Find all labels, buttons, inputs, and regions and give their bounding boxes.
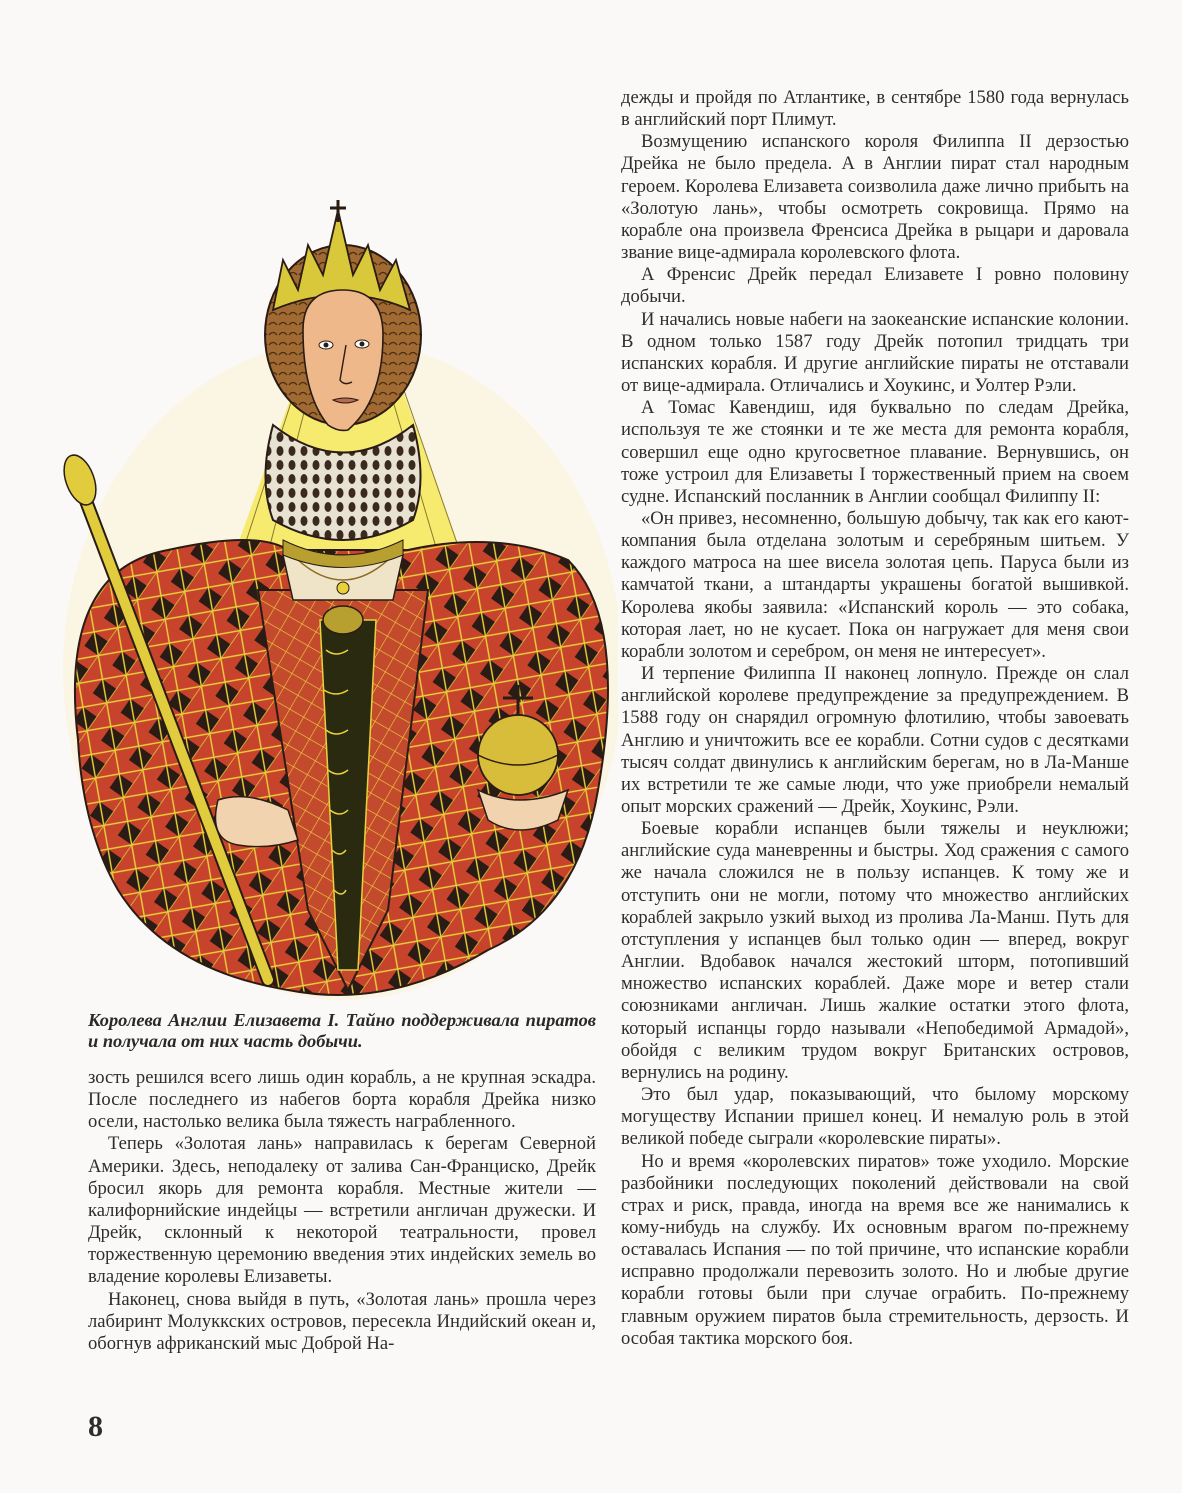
figure-caption: Королева Англии Елизавета I. Тайно поддерживала пиратов и получала от них часть добычи. — [88, 1010, 596, 1051]
paragraph: И начались новые набеги на заокеанские испанские колонии. В одном только 1587 году Дрейк потопил тридцать три испанских корабля. И другие английские пираты не отставали от вице-адмирала. Отличались и Хоукинс, и Уолтер Рэли. — [621, 308, 1129, 397]
portrait-drawing — [58, 150, 618, 1000]
paragraph: дежды и пройдя по Атлантике, в сентябре 1580 года вернулась в английский порт Плимут. — [621, 87, 1129, 131]
paragraph: Теперь «Золотая лань» направилась к берегам Северной Америки. Здесь, неподалеку от залива Сан-Франциско, Дрейк бросил якорь для ремонта корабля. Местные жители — калифорнийские индейцы — встретили англичан дружески. И Дрейк, склонный к некоторой театральности, провел торжественную церемонию введения этих индейских земель во владение королевы Елизаветы. — [88, 1133, 596, 1288]
paragraph: зость решился всего лишь один корабль, а не крупная эскадра. После последнего из набегов борта корабля Дрейка низко осели, настолько велика была тяжесть награбленного. — [88, 1067, 596, 1133]
left-text-column — [88, 1067, 596, 1355]
paragraph: Но и время «королевских пиратов» тоже уходило. Морские разбойники последующих поколений действовали на свой страх и риск, правда, иногда на время все же нанимались к кому-нибудь на службу. Их основным врагом по-прежнему оставалась Испания — по той причине, что испанские корабли исправно продолжали перевозить золото. Но и любые другие корабли готовы были при случае ограбить. По-прежнему главным оружием пиратов была стремительность, дерзость. И особая тактика морского боя. — [621, 1150, 1129, 1349]
right-text-column — [621, 87, 1129, 1350]
paragraph: Боевые корабли испанцев были тяжелы и неуклюжи; английские суда маневренны и быстры. Ход сражения с самого же начала сложился не в пользу испанцев. К тому же и отступить они не могли, потому что множество английских кораблей закрыло узкий выход из пролива Ла-Манш. Путь для отступления у испанцев был только один — вперед, вокруг Англии. Вдобавок начался жестокий шторм, потопивший множество испанских кораблей. Даже море и ветер стали союзниками англичан. Лишь жалкие остатки этого флота, который испанцы гордо называли «Непобедимой Армадой», обойдя с великим трудом вокруг Британских островов, вернулись на родину. — [621, 818, 1129, 1083]
paragraph: И терпение Филиппа II наконец лопнуло. Прежде он слал английской королеве предупреждение за предупреждением. В 1588 году он снарядил огромную флотилию, чтобы завоевать Англию и уничтожить все ее корабли. Сотни судов с десятками тысяч солдат двинулись к английским берегам, но в Ла-Манше их встретили те же самые люди, что уже приобрели немалый опыт морских сражений — Дрейк, Хоукинс, Рэли. — [621, 663, 1129, 817]
paragraph: Это был удар, показывающий, что былому морскому могуществу Испании пришел конец. И немалую роль в этой великой победе сыграли «королевские пираты». — [621, 1084, 1129, 1150]
orb — [478, 715, 558, 795]
portrait-illustration-queen-elizabeth-i — [58, 150, 618, 1000]
paragraph: А Френсис Дрейк передал Елизавете I ровно половину добычи. — [621, 264, 1129, 308]
paragraph: «Он привез, несомненно, большую добычу, так как его кают-компания была отделана золотым и серебряным шитьем. У каждого матроса на шее висела золотая цепь. Паруса были из камчатой ткани, а штандарты украшены богатой вышивкой. Королева якобы заявила: «Испанский король — это собака, которая лает, но не кусает. Пока он нагружает для меня свои корабли золотом и серебром, он меня не интересует». — [621, 507, 1129, 662]
paragraph: Возмущению испанского короля Филиппа II дерзостью Дрейка не было предела. А в Англии пират стал народным героем. Королева Елизавета соизволила даже лично прибыть на «Золотую лань», чтобы осмотреть сокровища. Прямо на корабле она произвела Френсиса Дрейка в рыцари и даровала звание вице-адмирала королевского флота. — [621, 131, 1129, 264]
paragraph: Наконец, снова выйдя в путь, «Золотая лань» прошла через лабиринт Молуккских островов, пересекла Индийский океан и, обогнув африканский мыс Доброй На- — [88, 1288, 596, 1354]
page-number: 8 — [88, 1410, 103, 1443]
paragraph: А Томас Кавендиш, идя буквально по следам Дрейка, используя те же стоянки и те же места для ремонта корабля, совершил еще одно кругосветное плавание. Вернувшись, он тоже устроил для Елизаветы I торжественный прием на своем судне. Испанский посланник в Англии сообщал Филиппу II: — [621, 397, 1129, 507]
